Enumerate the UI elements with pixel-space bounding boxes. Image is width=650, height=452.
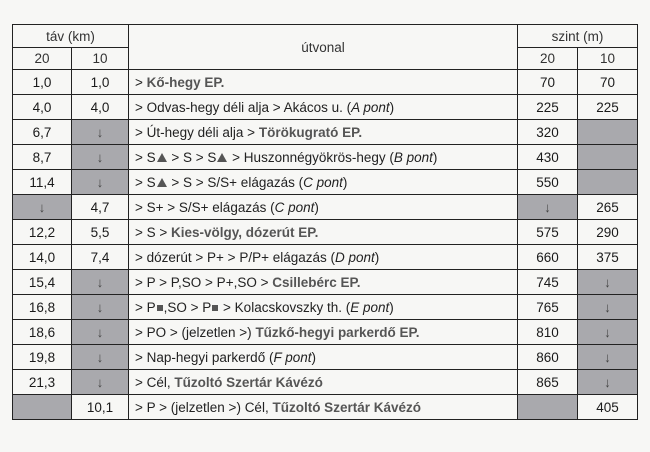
point-label: D pont: [335, 249, 375, 265]
level-20-cell: 225: [518, 95, 578, 120]
table-row: [13, 245, 638, 270]
route-text: ): [389, 99, 395, 115]
route-text: ): [374, 249, 380, 265]
level-20-cell: 320: [518, 120, 578, 145]
checkpoint-name: Törökugrató EP.: [258, 124, 363, 140]
distance-10-cell: ↓: [72, 370, 129, 395]
level-10-cell: ↓: [578, 320, 638, 345]
table-row: [13, 345, 638, 370]
route-text: > Huszonnégyökrös-hegy (: [228, 149, 394, 165]
distance-10-cell: 4,7: [72, 195, 129, 220]
route-text: > S: [135, 149, 156, 165]
distance-10-cell: 1,0: [72, 70, 129, 95]
distance-10-cell: ↓: [72, 320, 129, 345]
route-cell: [129, 170, 518, 195]
route-cell: [129, 195, 518, 220]
level-10-cell: 375: [578, 245, 638, 270]
level-20-cell: 765: [518, 295, 578, 320]
route-text: > PO > (jelzetlen >): [135, 324, 256, 340]
distance-20-cell: 15,4: [13, 270, 72, 295]
route-text: >: [135, 74, 147, 90]
route-text: > P > (jelzetlen >) Cél,: [135, 399, 273, 415]
route-text: > P > P,SO > P+,SO >: [135, 274, 273, 290]
distance-10-cell: ↓: [72, 295, 129, 320]
route-text: ,SO > P: [163, 299, 212, 315]
route-cell: [129, 295, 518, 320]
distance-10-cell: 10,1: [72, 395, 129, 420]
route-text: > dózerút > P+ > P/P+ elágazás (: [135, 249, 336, 265]
table-row: [13, 395, 638, 420]
distance-10-cell: 5,5: [72, 220, 129, 245]
level-20-cell: 575: [518, 220, 578, 245]
route-cell: [129, 395, 518, 420]
level-20-cell: 860: [518, 345, 578, 370]
distance-10-header: 10: [72, 48, 129, 70]
level-20-cell: ↓: [518, 195, 578, 220]
distance-20-cell: 16,8: [13, 295, 72, 320]
level-20-cell: 810: [518, 320, 578, 345]
distance-20-cell: 11,4: [13, 170, 72, 195]
level-20-cell: 865: [518, 370, 578, 395]
route-cell: [129, 220, 518, 245]
triangle-mark-icon: [217, 153, 227, 162]
route-text: > S > S: [167, 149, 217, 165]
route-text: > Kolacskovszky th. (: [219, 299, 351, 315]
level-10-cell: ↓: [578, 295, 638, 320]
level-10-cell: 265: [578, 195, 638, 220]
level-10-cell: 225: [578, 95, 638, 120]
checkpoint-name: Kő-hegy EP.: [146, 74, 225, 90]
checkpoint-name: Kies-völgy, dózerút EP.: [171, 224, 319, 240]
route-text: > S >: [135, 224, 172, 240]
triangle-mark-icon: [157, 153, 167, 162]
checkpoint-name: Tűzoltó Szertár Kávézó: [272, 399, 421, 415]
route-cell: [129, 120, 518, 145]
point-label: E pont: [350, 299, 390, 315]
route-text: ): [311, 349, 316, 365]
point-label: F pont: [273, 349, 312, 365]
square-mark-icon: [212, 305, 218, 311]
route-text: > Cél,: [135, 374, 175, 390]
level-10-cell: 290: [578, 220, 638, 245]
point-label: B pont: [393, 149, 433, 165]
distance-10-cell: ↓: [72, 270, 129, 295]
route-text: ): [342, 174, 348, 190]
level-20-header: 20: [518, 48, 578, 70]
route-text: > S > S/S+ elágazás (: [167, 174, 304, 190]
route-text: > S: [135, 174, 156, 190]
distance-20-cell: ↓: [13, 195, 72, 220]
table-row: [13, 95, 638, 120]
level-10-cell: ↓: [578, 345, 638, 370]
level-20-cell: 660: [518, 245, 578, 270]
level-20-cell: 70: [518, 70, 578, 95]
table-row: [13, 170, 638, 195]
route-cell: [129, 95, 518, 120]
distance-20-cell: 18,6: [13, 320, 72, 345]
level-header: szint (m): [518, 25, 638, 48]
checkpoint-name: Csillebérc EP.: [272, 274, 361, 290]
checkpoint-name: Tűzkő-hegyi parkerdő EP.: [255, 324, 420, 340]
table-row: [13, 120, 638, 145]
distance-20-cell: 4,0: [13, 95, 72, 120]
table-row: [13, 220, 638, 245]
level-10-cell: 70: [578, 70, 638, 95]
distance-20-cell: 1,0: [13, 70, 72, 95]
distance-10-cell: ↓: [72, 120, 129, 145]
distance-20-cell: 19,8: [13, 345, 72, 370]
level-10-cell: 405: [578, 395, 638, 420]
distance-20-cell: 21,3: [13, 370, 72, 395]
route-cell: [129, 70, 518, 95]
level-20-cell: 430: [518, 145, 578, 170]
distance-20-cell: 14,0: [13, 245, 72, 270]
route-text: ): [432, 149, 438, 165]
level-20-cell: [518, 395, 578, 420]
distance-10-cell: 4,0: [72, 95, 129, 120]
distance-10-cell: ↓: [72, 170, 129, 195]
route-text: > Odvas-hegy déli alja > Akácos u. (: [135, 99, 352, 115]
distance-10-cell: ↓: [72, 345, 129, 370]
level-20-cell: 745: [518, 270, 578, 295]
distance-20-cell: 8,7: [13, 145, 72, 170]
distance-20-cell: 6,7: [13, 120, 72, 145]
square-mark-icon: [157, 305, 163, 311]
table-row: [13, 70, 638, 95]
route-cell: [129, 270, 518, 295]
level-10-cell: [578, 120, 638, 145]
route-text: > P: [135, 299, 156, 315]
route-cell: [129, 245, 518, 270]
route-cell: [129, 345, 518, 370]
distance-20-header: 20: [13, 48, 72, 70]
point-label: C pont: [303, 174, 343, 190]
point-label: C pont: [274, 199, 315, 215]
route-text: ): [314, 199, 319, 215]
table-row: [13, 295, 638, 320]
table-row: [13, 145, 638, 170]
distance-20-cell: 12,2: [13, 220, 72, 245]
table-row: [13, 270, 638, 295]
table-row: [13, 320, 638, 345]
distance-10-cell: 7,4: [72, 245, 129, 270]
route-cell: [129, 145, 518, 170]
level-10-cell: ↓: [578, 270, 638, 295]
distance-20-cell: [13, 395, 72, 420]
route-text: > Nap-hegyi parkerdő (: [135, 349, 274, 365]
route-cell: [129, 320, 518, 345]
route-text: ): [389, 299, 394, 315]
level-20-cell: 550: [518, 170, 578, 195]
level-10-cell: ↓: [578, 370, 638, 395]
triangle-mark-icon: [157, 178, 167, 187]
distance-10-cell: ↓: [72, 145, 129, 170]
distance-header: táv (km): [13, 25, 129, 48]
route-text: > Út-hegy déli alja >: [135, 124, 259, 140]
checkpoint-name: Tűzoltó Szertár Kávézó: [174, 374, 323, 390]
route-header: útvonal: [129, 25, 518, 70]
level-10-cell: [578, 145, 638, 170]
route-table: [12, 24, 638, 420]
level-10-header: 10: [578, 48, 638, 70]
table-row: [13, 195, 638, 220]
point-label: A pont: [351, 99, 390, 115]
route-rows: [13, 70, 638, 420]
route-text: > S+ > S/S+ elágazás (: [135, 199, 275, 215]
table-row: [13, 370, 638, 395]
level-10-cell: [578, 170, 638, 195]
route-cell: [129, 370, 518, 395]
